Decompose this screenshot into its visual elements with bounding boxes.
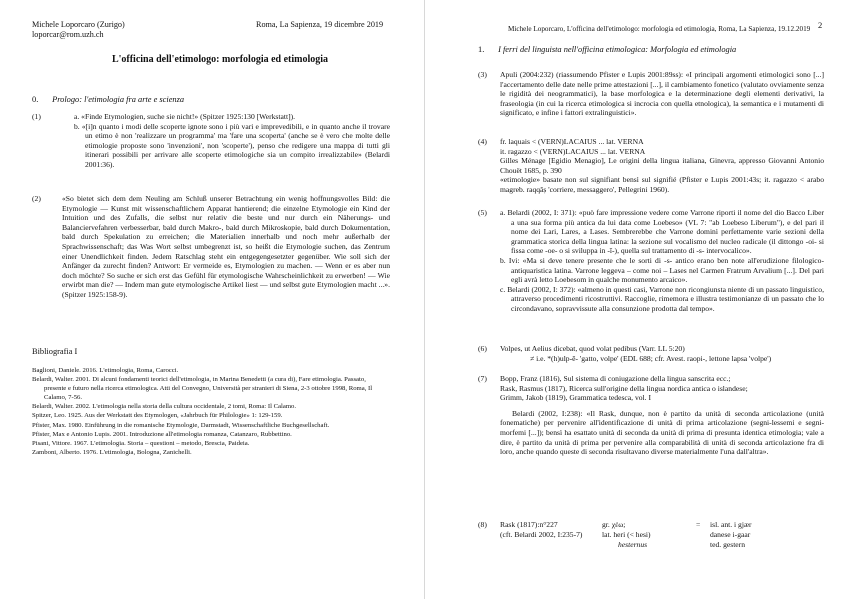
example-8-ref1: Rask (1817):n°227 bbox=[500, 520, 558, 529]
example-1a: a. «Finde Etymologien, suche sie nicht!» (Spitzer 1925:130 [Werkstatt]). bbox=[74, 112, 296, 121]
bibliography-entry: Spitzer, Leo. 1925. Aus der Werkstatt des Etymologen, «Jahrbuch für Philologie» 1: 129-159. bbox=[32, 412, 283, 420]
example-number: (5) bbox=[478, 208, 487, 217]
example-5-body bbox=[500, 208, 824, 314]
bibliography-entry: Belardi, Walter. 2001. Di alcuni fondamenti teorici dell'etimologia, in Marina Benedetti (a cura di), Fare etimologia. Passato, presente e futuro nella ricerca etimologica. Atti del Convegno, Università per stranieri di Siena, 2-3 ottobre 1998, Roma, Il Calamo, 7-56. bbox=[32, 376, 373, 402]
bibliography-heading: Bibliografia I bbox=[32, 347, 78, 356]
example-7-line3: Grimm, Jakob (1819), Grammatica tedesca, vol. I bbox=[500, 393, 651, 403]
page-number: 2 bbox=[818, 20, 823, 30]
example-8-latin2: hesternus bbox=[618, 540, 648, 549]
bibliography-list bbox=[32, 366, 387, 457]
example-body bbox=[74, 112, 390, 170]
example-4-line3: Gilles Ménage [Egidio Menagio], Le origini della lingua italiana, Ginevra, appresso Giovanni Antonio Chouët 1685, p. 390 bbox=[500, 156, 824, 175]
example-7-line2: Rask, Rasmus (1817), Ricerca sull'origine della lingua nordica antica o islandese; bbox=[500, 383, 748, 393]
paper-title: L'officina dell'etimologo: morfologia ed etimologia bbox=[111, 54, 329, 65]
bibliography-entry: Pisani, Vittore. 1967. L'etimologia. Storia – questioni – metodo, Brescia, Paideia. bbox=[32, 439, 250, 447]
example-number: (1) bbox=[32, 112, 41, 121]
example-5c: c. Belardi (2002, I: 372): «almeno in questi casi, Varrone non ricongiunsta niente di un passato linguistico, attraverso procedimenti ricostruttivi. Raccoglie, rimemora e illustra testimonianze di un passato che lo circondavano, sopravvissute alla consunzione prodotta dal tempo». bbox=[500, 284, 824, 313]
example-number: (7) bbox=[478, 374, 487, 383]
example-number: (2) bbox=[32, 194, 41, 203]
example-4-line1: fr. laquais < (VERN)LACAIUS ... lat. VERNA bbox=[500, 137, 644, 146]
right-page bbox=[424, 0, 848, 599]
place-date: Roma, La Sapienza, 19 dicembre 2019 bbox=[256, 20, 384, 29]
example-number: (6) bbox=[478, 344, 487, 353]
example-6-line2: ≠ i.e. *(h)ulp-ē- 'gatto, volpe' (EDL 688; cfr. Avest. raopi-, lettone lapsa 'volpe') bbox=[530, 353, 772, 363]
example-6-line1: Volpes, ut Aelius dicebat, quod volat pedibus (Varr. LL 5:20) bbox=[500, 344, 685, 353]
author-name: Michele Loporcaro (Zurigo) bbox=[32, 20, 125, 29]
example-4-line4: «etimologie» basate non sul signifiant bensì sul signifié (Pfister e Lupis 2001:43s; it. ragazzo < arabo magreb. raqqâṣ 'corriere, messaggero', Pellegrini 1960). bbox=[500, 175, 824, 194]
bibliography-entry: Pfister, Max. 1980. Einführung in die romanische Etymologie, Darmstadt, Wissenschaftliche Buchgesellschaft. bbox=[32, 421, 330, 429]
section-number: 0. bbox=[32, 95, 39, 104]
example-8-old-icelandic: isl. ant. i gjær bbox=[710, 520, 752, 529]
section-1-heading bbox=[478, 44, 736, 55]
section-0-heading bbox=[32, 94, 184, 105]
running-head: Michele Loporcaro, L'officina dell'etimologo: morfologia ed etimologia, Roma, La Sapienza, 19.12.2019 bbox=[508, 25, 811, 33]
example-1b: b. «[i]n quanto i modi delle scoperte ignote sono i più vari e imprevedibili, e in quanto anche il trovare un etimo è non 'realizzare un programma' ma 'fare una scoperta' (anche se è vero che molte delle etimologie proposte sono 'invenzioni', non 'scoperte'), penso che redigere una mappa di tutti gli itinerari possibili per arrivare alle scoperte etimologiche sia un compito irrealizzabile» (Belardi 2001:36). bbox=[74, 121, 390, 169]
section-number: 1. bbox=[478, 45, 485, 54]
example-7-quote: Belardi (2002, I:238): «Il Rask, dunque, non è partito da unità di seconda articolazione (unità fonematiche) per pervenire all'identificazione di unità di prima articolazione (segni-lessemi e segni-morfemi [...]); bensì ha esattato unità di seconda da unità di prima di presunta identica etimologia; vale a dire, è partito da unità di prima per pervenire alla comparabilità di unità di seconda articolazione fra di loro, anche quando queste di seconda risultavano diverse materialmente l'una dall'altra». bbox=[500, 408, 824, 457]
example-7-line1: Bopp, Franz (1816), Sul sistema di coniugazione della lingua sanscrita ecc.; bbox=[500, 374, 731, 383]
example-8-greek: gr. χέω; bbox=[602, 520, 626, 529]
example-number: (8) bbox=[478, 520, 487, 529]
bibliography-entry: Pfister, Max e Antonio Lupis. 2001. Introduzione all'etimologia romanza, Catanzaro, Rubbettino. bbox=[32, 430, 292, 438]
section-title: Prologo: l'etimologia fra arte e scienza bbox=[52, 95, 185, 104]
example-number: (3) bbox=[478, 70, 487, 79]
example-4-line2: it. ragazzo < (VERN)LACAIUS ... lat. VERNA bbox=[500, 146, 646, 156]
example-3-text: Apuli (2004:232) (riassumendo Pfister e Lupis 2001:89ss): «I principali argomenti etimologici sono [...] l'accertamento delle date nelle prime attestazioni [...], il cambiamento fonetico (valutato ovviamente senza le rigidità dei neogrammatici), la base morfologica e la determinazione degli elementi derivativi, la fraseologia (in cui la ricerca etimologica si incrocia con quella etnologica), la semantica e i mutamenti di significato, e infine i fattori extralinguistici». bbox=[500, 70, 824, 118]
example-8-equals: = bbox=[696, 520, 701, 529]
example-8 bbox=[478, 520, 824, 580]
bibliography-entry: Belardi, Walter. 2002. L'etimologia nella storia della cultura occidentale, 2 tomi, Roma: Il Calamo. bbox=[32, 403, 297, 411]
example-2-text: «So bietet sich dem dem Neuling am Schluß unserer Betrachtung ein wenig hoffnungsvolles Bild: die Etymologie — Kunst mit wissenschaftlichem Apparat hantierend; die einzelne Etymologie ein Kind der Intuition und des Zufalls, die selbst nur relativ die beste und nur durch ein Näherungs- und Balanciervefahren verbesserbar, bald durch Makro-, bald durch Mikroskopie, bald durch Dokumentation, bald durch Spekulation zu erreichen; die Materialien innerhalb und noch mehr außerhalb der Sprachwissenschaft; das Was Wort selbst umbegrenzt ist, so heißt die Etymologie suchen, das Zentrum einer Unendlichkeit finden. Jedem Ratschlag steht ein entgegengesetzter gegenüber. Wie soll sich der Anfänger da zurecht finden? Antwort: Er vermeide es, Etymologien zu machen. — Wenn er es aber nun doch möchte? So suche er sich erst das Gefühl für etymologische Wahrscheinlichkeit zu erwerben! — Wie erwirbt man die? — Indem man gute etymologische Artikel liest — und selbst gute Etymologien macht ...». (Spitzer 1925:158-9). bbox=[62, 194, 390, 299]
example-number: (4) bbox=[478, 137, 487, 146]
author-email: loporcar@rom.uzh.ch bbox=[32, 30, 104, 39]
example-5a: a. Belardi (2002, I: 371): «può fare impressione vedere come Varrone riporti il nome del dio Bacco Liber a una sua forma più antica da lui data come Loebeso» (VL 7: "ab Loebeso Liberum"), e del pari il nome dei Lari, Lares, a Lases. Sembrerebbe che Varrone dominì perfettamente varie sezioni della grammatica storica della lingua latina: la sezione sul vocalismo del nucleo radicale (il dittongo -oi- si fissa come -oe- o si sviluppa in -ī-), quella sul trattamento di -s- intervocalico». bbox=[500, 208, 824, 256]
example-7-body bbox=[500, 374, 824, 457]
example-8-german: ted. gestern bbox=[710, 540, 746, 549]
example-5b: b. Ivi: «Ma si deve tenere presente che le sorti di -s- antico erano ben note all'erudizione filologico-antiquaristica latina. Varrone leggeva – come noi – Lases nel Carmen Fratrum Arvalium [...]. Del pari egli avrà letto Loebesom in qualche monumento arcaico». bbox=[500, 255, 824, 285]
example-4-body bbox=[500, 137, 824, 195]
section-title: I ferri del linguista nell'officina etimologica: Morfologia ed etimologia bbox=[498, 45, 737, 54]
example-6-body bbox=[500, 344, 824, 363]
bibliography-entry: Zamboni, Alberto. 1976. L'etimologia, Bologna, Zanichelli. bbox=[32, 448, 192, 456]
example-8-latin: lat. heri (< hesi) bbox=[602, 530, 651, 539]
example-8-danish: danese i-gaar bbox=[710, 530, 751, 539]
bibliography-entry: Baglioni, Daniele. 2016. L'etimologia, Roma, Carocci. bbox=[32, 367, 179, 374]
author-block bbox=[32, 20, 125, 40]
example-8-ref2: (cft. Belardi 2002, I:235-7) bbox=[500, 530, 583, 539]
